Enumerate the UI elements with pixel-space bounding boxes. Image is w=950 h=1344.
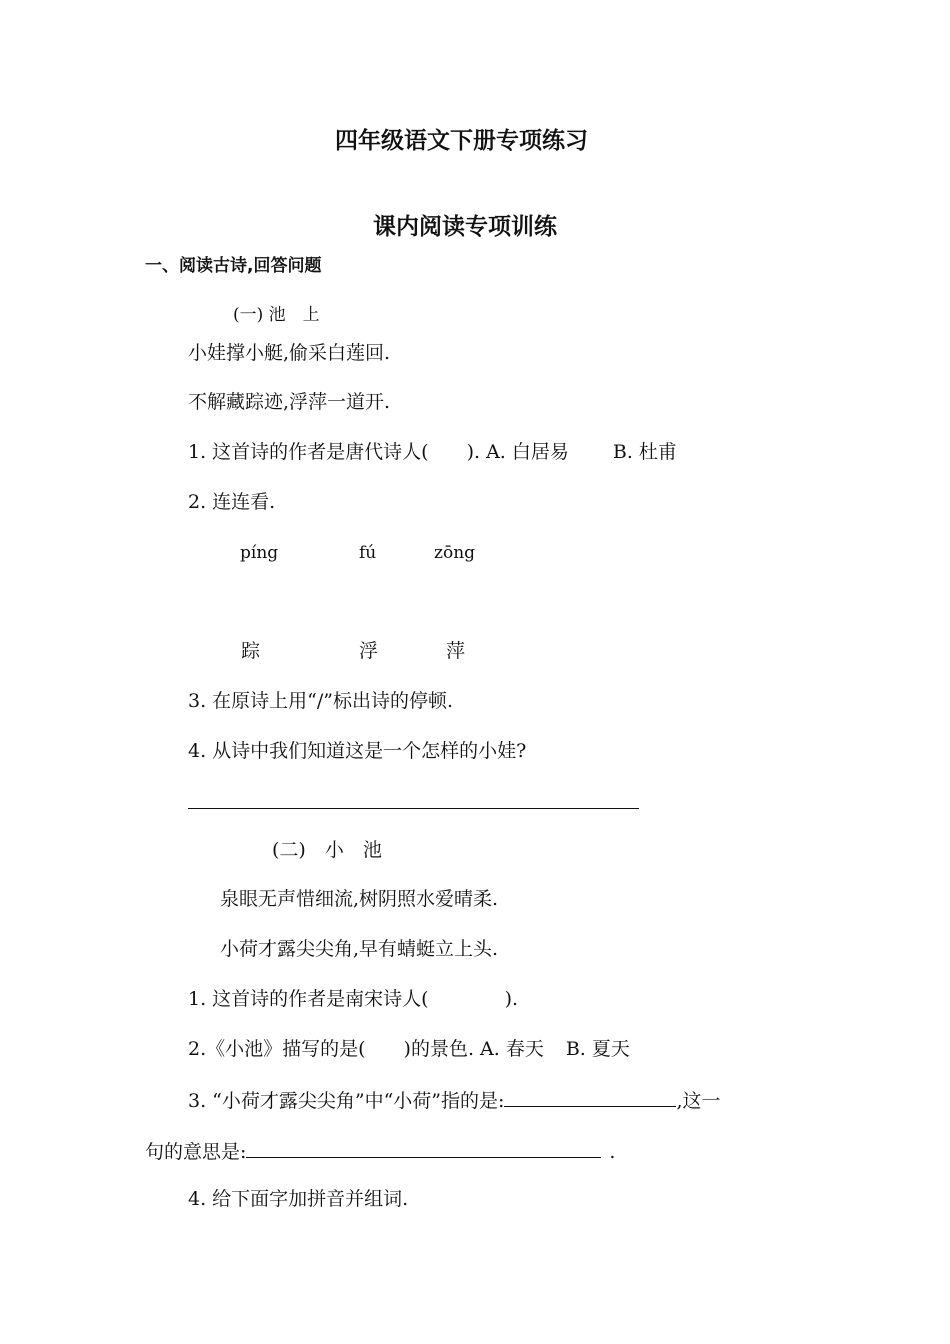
poem2-label: (二) 小 池 — [272, 839, 382, 861]
poem2-question-1: 1. 这首诗的作者是南宋诗人( ). — [188, 988, 519, 1010]
poem2-question-3 — [188, 1086, 720, 1114]
poem2-line2: 小荷才露尖尖角,早有蜻蜓立上头. — [220, 938, 499, 960]
poem1-q1-option-b: B. 杜甫 — [612, 441, 677, 463]
page-subtitle: 课内阅读专项训练 — [373, 214, 557, 240]
poem2-q2-text: 2.《小池》描写的是( )的景色. A. 春天 — [188, 1038, 544, 1060]
poem2-line1: 泉眼无声惜细流,树阴照水爱晴柔. — [220, 888, 499, 910]
page-title: 四年级语文下册专项练习 — [335, 128, 588, 154]
poem1-question-2: 2. 连连看. — [188, 491, 276, 513]
poem2-q3-part1: 3. “小荷才露尖尖角”中“小荷”指的是: — [188, 1090, 505, 1112]
poem2-q3-end: . — [609, 1141, 616, 1163]
pinyin-item: píng — [240, 543, 279, 563]
poem2-question-3-continued — [145, 1137, 615, 1165]
poem1-question-3: 3. 在原诗上用“/”标出诗的停顿. — [188, 690, 454, 712]
poem1-line1: 小娃撑小艇,偷采白莲回. — [188, 342, 391, 364]
answer-blank — [504, 1086, 676, 1107]
poem1-q1-text: 1. 这首诗的作者是唐代诗人( ). A. 白居易 — [188, 441, 569, 463]
poem2-question-2 — [188, 1036, 630, 1062]
poem1-line2: 不解藏踪迹,浮萍一道开. — [188, 391, 391, 413]
poem1-question-4: 4. 从诗中我们知道这是一个怎样的小娃? — [188, 740, 527, 762]
pinyin-item: zōng — [434, 543, 476, 563]
section-heading: 一、阅读古诗,回答问题 — [145, 256, 322, 276]
answer-blank — [246, 1137, 601, 1158]
poem1-question-1 — [188, 439, 677, 465]
pinyin-item: fú — [359, 543, 377, 563]
poem2-question-4: 4. 给下面字加拼音并组词. — [188, 1188, 409, 1210]
character-item: 浮 — [359, 640, 379, 662]
answer-line — [188, 808, 639, 809]
poem1-label: (一) 池 上 — [233, 305, 320, 325]
poem2-q3-part3: 句的意思是: — [145, 1141, 247, 1163]
poem2-q3-part2: ,这一 — [676, 1090, 721, 1112]
poem2-q2-option-b: B. 夏天 — [565, 1038, 630, 1060]
character-item: 萍 — [446, 640, 466, 662]
character-item: 踪 — [241, 640, 261, 662]
